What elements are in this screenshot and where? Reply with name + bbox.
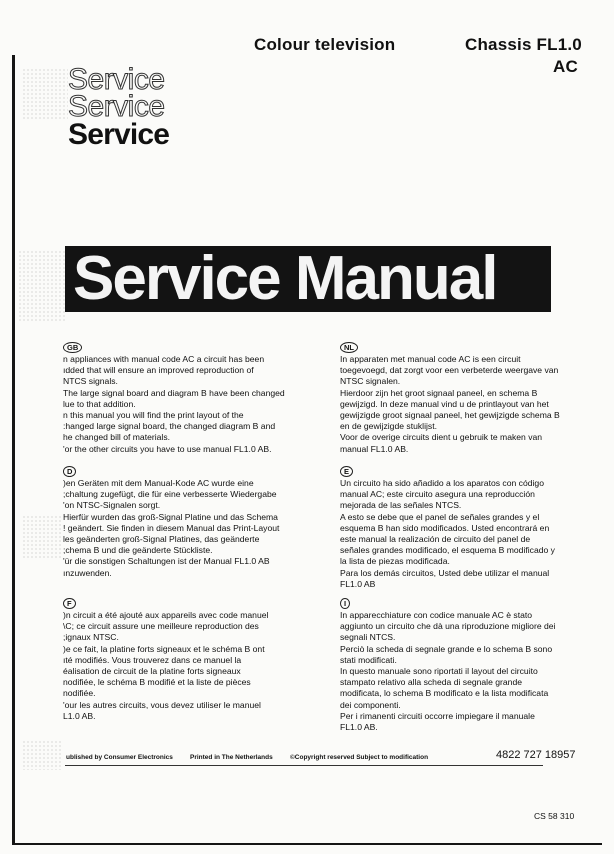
service-logo-line: Service bbox=[68, 90, 165, 123]
section-line: 'ür die sonstigen Schaltungen ist der Manual FL1.0 AB bbox=[63, 556, 270, 567]
section-line: Para los demás circuitos, Usted debe utilizar el manual bbox=[340, 567, 550, 578]
section-line: ;chema B und die geänderte Stückliste. bbox=[63, 545, 213, 556]
language-badge-e: E bbox=[340, 466, 353, 477]
section-line: manual AC; este circuito asegura una reproducción bbox=[340, 489, 535, 500]
section-line: NTCS signals. bbox=[63, 376, 118, 387]
section-line: ;chaltung zugefügt, die für eine verbesserte Wiedergabe bbox=[63, 489, 277, 500]
language-badge-d: D bbox=[63, 466, 76, 477]
section-line: la lista de piezas modificada. bbox=[340, 556, 450, 567]
section-line: Perciò la scheda di segnale grande e lo schema B sono bbox=[340, 643, 553, 654]
bottom-border-line bbox=[12, 843, 602, 845]
section-line: éalisation de circuit de la platine forts signeaux bbox=[63, 666, 241, 677]
section-line: nodifiée, le schéma B modifié et la liste de pièces bbox=[63, 677, 251, 688]
section-line: aggiunto un circuito che dà una riproduzione migliore dei bbox=[340, 621, 556, 632]
section-line: dei componenti. bbox=[340, 699, 401, 710]
section-line: ;ignaux NTSC. bbox=[63, 632, 119, 643]
section-line: Hierfür wurden das groß-Signal Platine und das Schema bbox=[63, 511, 278, 522]
section-line: ıté modifiés. Vous trouverez dans ce manuel la bbox=[63, 654, 242, 665]
section-line: L1.0 AB. bbox=[63, 710, 96, 721]
section-line: Un circuito ha sido añadido a los aparatos con código bbox=[340, 478, 544, 488]
section-line: mejorada de las señales NTCS. bbox=[340, 500, 462, 511]
section-line: manual FL1.0 AB. bbox=[340, 443, 409, 454]
section-line: In apparaten met manual code AC is een circuit bbox=[340, 354, 521, 364]
section-line: toegevoegd, dat zorgt voor een verbeterde weergave van bbox=[340, 365, 559, 376]
section-line: FL1.0 AB. bbox=[340, 722, 378, 733]
section-line: )en Geräten mit dem Manual-Kode AC wurde eine bbox=[63, 478, 254, 488]
section-nl bbox=[340, 342, 590, 455]
print-noise bbox=[22, 515, 62, 559]
section-line: stampato relativo alla scheda di segnale grande bbox=[340, 677, 523, 688]
language-badge-nl: NL bbox=[340, 342, 358, 353]
footer-rule bbox=[65, 765, 543, 766]
section-line: \C; ce circuit assure une meilleure reproduction des bbox=[63, 621, 259, 632]
service-logo bbox=[68, 63, 170, 151]
section-line: nodifiée. bbox=[63, 688, 96, 699]
section-f bbox=[63, 598, 313, 722]
left-border-bar bbox=[12, 55, 15, 845]
section-line: )n circuit a été ajouté aux appareils avec code manuel bbox=[63, 610, 269, 620]
section-line: esquema B han sido modificados. Usted encontrará en bbox=[340, 522, 550, 533]
service-manual-banner bbox=[65, 246, 551, 312]
section-line: en de gewijzigde stuklijst. bbox=[340, 421, 437, 432]
print-noise bbox=[22, 740, 62, 770]
section-line: Hierdoor zijn het groot signaal paneel, en schema B bbox=[340, 387, 538, 398]
section-line: ıdded that will ensure an improved reproduction of bbox=[63, 365, 254, 376]
section-line: gewijzigd. In deze manual vind u de printlayout van het bbox=[340, 398, 549, 409]
section-line: 'our les autres circuits, vous devez utiliser le manuel bbox=[63, 699, 261, 710]
section-line: les geänderten groß-Signal Platines, das geänderte bbox=[63, 534, 260, 545]
publisher-text: ublished by Consumer Electronics bbox=[66, 754, 173, 761]
chassis-suffix: AC bbox=[553, 57, 578, 76]
section-line: n this manual you will find the print layout of the bbox=[63, 410, 244, 421]
product-title: Colour television bbox=[254, 35, 396, 54]
section-line: segnali NTCS. bbox=[340, 632, 396, 643]
section-line: )e ce fait, la platine forts signeaux et le schéma B ont bbox=[63, 643, 265, 654]
section-line: Voor de overige circuits dient u gebruik te maken van bbox=[340, 432, 543, 443]
section-line: ınzuwenden. bbox=[63, 567, 112, 578]
section-line: señales grandes modificado, el esquema B modificado y bbox=[340, 545, 555, 556]
section-line: :hanged large signal board, the changed diagram B and bbox=[63, 421, 276, 432]
section-line: Per i rimanenti circuiti occorre impiegare il manuale bbox=[340, 710, 535, 721]
banner-title: Service Manual bbox=[73, 246, 497, 312]
section-line: gewijzigde groot signaal paneel, het gewijzigde schema B bbox=[340, 410, 560, 421]
section-line: A esto se debe que el panel de señales grandes y el bbox=[340, 511, 540, 522]
section-line: In questo manuale sono riportati il layout del circuito bbox=[340, 666, 538, 677]
service-logo-line: Service bbox=[68, 118, 170, 151]
language-badge-gb: GB bbox=[63, 342, 82, 353]
section-line: n appliances with manual code AC a circuit has been bbox=[63, 354, 265, 364]
section-line: este manual la realización de circuito del panel de bbox=[340, 534, 531, 545]
language-badge-i: I bbox=[340, 598, 350, 609]
section-line: In apparecchiature con codice manuale AC è stato bbox=[340, 610, 533, 620]
section-line: modificata, lo schema B modificato e la lista modificata bbox=[340, 688, 549, 699]
chassis-title: Chassis FL1.0 bbox=[465, 35, 582, 54]
section-line: ! geändert. Sie finden in diesem Manual das Print-Layout bbox=[63, 522, 280, 533]
section-gb bbox=[63, 342, 313, 455]
section-line: The large signal board and diagram B have been changed bbox=[63, 387, 285, 398]
section-line: 'or the other circuits you have to use manual FL1.0 AB. bbox=[63, 443, 272, 454]
section-e bbox=[340, 466, 590, 590]
print-noise bbox=[18, 250, 66, 322]
document-code: CS 58 310 bbox=[534, 811, 575, 821]
copyright-text: ©Copyright reserved Subject to modification bbox=[290, 754, 429, 761]
printed-text: Printed in The Netherlands bbox=[190, 754, 273, 761]
language-badge-f: F bbox=[63, 598, 76, 609]
section-line: NTSC signalen. bbox=[340, 376, 401, 387]
section-i bbox=[340, 598, 590, 733]
part-number: 4822 727 18957 bbox=[496, 749, 576, 761]
section-line: FL1.0 AB bbox=[340, 578, 376, 589]
print-noise bbox=[22, 68, 68, 120]
section-line: he changed bill of materials. bbox=[63, 432, 171, 443]
section-line: 'on NTSC-Signalen sorgt. bbox=[63, 500, 161, 511]
section-line: lue to that addition. bbox=[63, 398, 136, 409]
service-logo-line: Service bbox=[68, 63, 165, 96]
section-line: stati modificati. bbox=[340, 654, 397, 665]
section-d bbox=[63, 466, 313, 579]
